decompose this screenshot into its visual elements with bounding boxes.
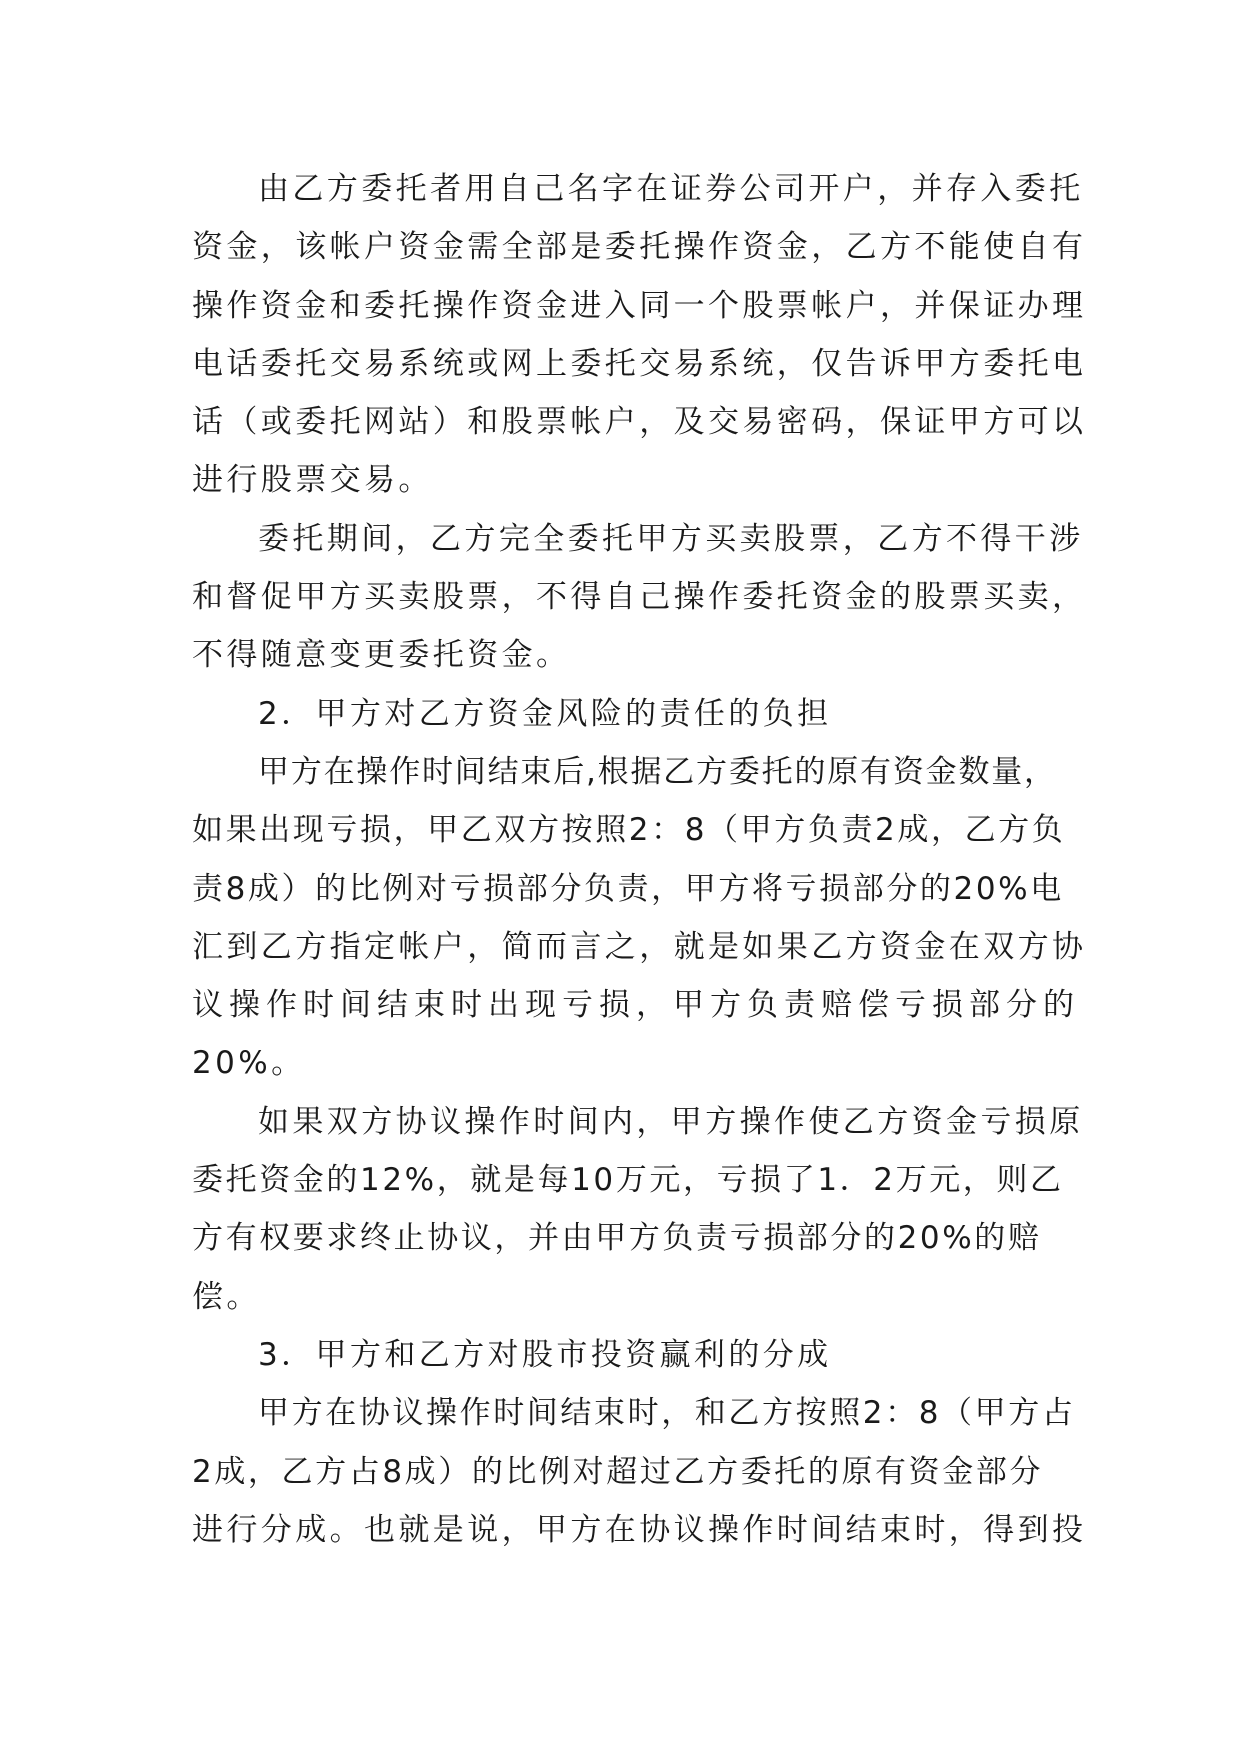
document-body — [192, 160, 1087, 1559]
text-line: 如果双方协议操作时间内，甲方操作使乙方资金亏损原 — [258, 1103, 1084, 1140]
text-line: 2成，乙方占8成）的比例对超过乙方委托的原有资金部分 — [192, 1453, 1044, 1490]
text-line: 委托期间，乙方完全委托甲方买卖股票，乙方不得干涉 — [258, 520, 1084, 557]
text-line: 如果出现亏损，甲乙双方按照2：8（甲方负责2成，乙方负 — [192, 812, 1066, 849]
text-line: 进行分成。也就是说，甲方在协议操作时间结束时，得到投 — [192, 1511, 1087, 1548]
text-line: 甲方在协议操作时间结束时，和乙方按照2：8（甲方占 — [258, 1395, 1076, 1432]
text-line: 电话委托交易系统或网上委托交易系统，仅告诉甲方委托电 — [192, 345, 1087, 382]
text-line: 话（或委托网站）和股票帐户，及交易密码，保证甲方可以 — [192, 404, 1087, 441]
text-line: 操作资金和委托操作资金进入同一个股票帐户，并保证办理 — [192, 287, 1087, 324]
text-line: 汇到乙方指定帐户，简而言之，就是如果乙方资金在双方协 — [192, 928, 1087, 965]
text-line: 不得随意变更委托资金。 — [192, 637, 571, 674]
text-line: 和督促甲方买卖股票，不得自己操作委托资金的股票买卖， — [192, 579, 1087, 616]
text-line: 20%。 — [192, 1045, 306, 1082]
text-line: 议操作时间结束时出现亏损，甲方负责赔偿亏损部分的 — [192, 987, 1080, 1024]
text-line: 责8成）的比例对亏损部分负责，甲方将亏损部分的20%电 — [192, 870, 1064, 907]
text-line: 资金，该帐户资金需全部是委托操作资金，乙方不能使自有 — [192, 229, 1087, 266]
text-line: 由乙方委托者用自己名字在证券公司开户，并存入委托 — [258, 171, 1084, 207]
text-line: 甲方在操作时间结束后,根据乙方委托的原有资金数量， — [258, 753, 1057, 790]
text-line: 进行股票交易。 — [192, 462, 433, 499]
text-line: 方有权要求终止协议，并由甲方负责亏损部分的20%的赔 — [192, 1220, 1042, 1257]
section-heading: 2．甲方对乙方资金风险的责任的负担 — [258, 695, 832, 732]
text-line: 偿。 — [192, 1278, 261, 1315]
text-line: 委托资金的12%，就是每10万元，亏损了1．2万元，则乙 — [192, 1162, 1064, 1199]
section-heading: 3．甲方和乙方对股市投资赢利的分成 — [258, 1336, 832, 1373]
